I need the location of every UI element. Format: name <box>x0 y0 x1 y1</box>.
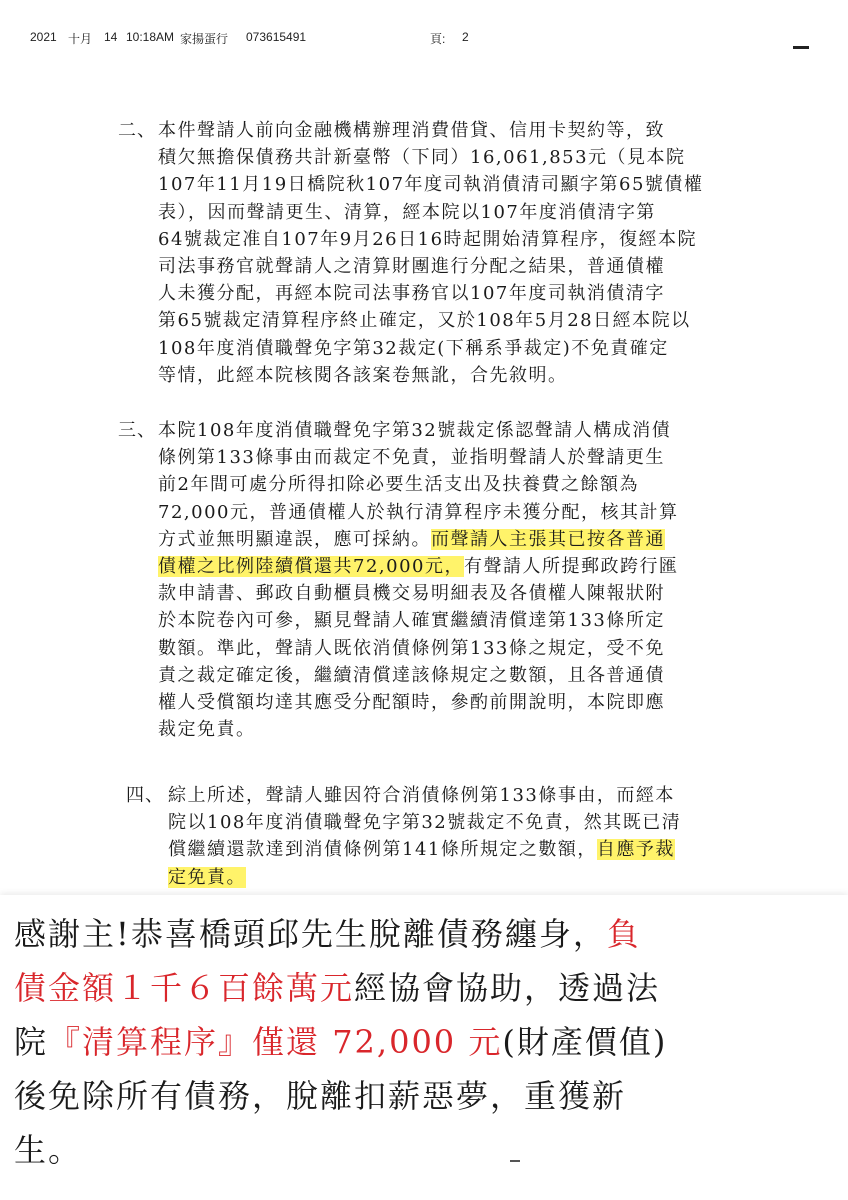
note-line <box>14 961 667 1015</box>
highlighted-text: 定免責。 <box>168 866 246 888</box>
note-red-text: 負 <box>606 915 641 953</box>
text-line: 本院108年度消債職聲免字第32號裁定係認聲請人構成消債 <box>158 420 672 441</box>
text-line: 院以108年度消債職聲免字第32號裁定不免責，然其既已清 <box>168 812 682 834</box>
note-text: (財產價值) <box>502 1023 668 1061</box>
text-line: 本件聲請人前向金融機構辦理消費借貸、信用卡契約等，致 <box>158 120 665 141</box>
text-line: 表），因而聲請更生、清算，經本院以107年度消債清字第 <box>158 201 656 223</box>
section-3-number: 三、 <box>118 420 156 441</box>
text-line: 72,000元，普通債權人於執行清算程序未獲分配，核其計算 <box>158 501 679 523</box>
section-2-paragraph <box>158 117 703 389</box>
note-red-text: 『清算程序』僅還 72,000 元 <box>48 1023 503 1061</box>
text-line: 於本院卷內可參，顯見聲請人確實繼續清償達第133條所定 <box>158 610 665 632</box>
fax-day: 14 <box>104 30 118 44</box>
fax-header <box>30 30 590 46</box>
note-line <box>14 907 667 961</box>
text-line: 第65號裁定清算程序終止確定，又於108年5月28日經本院以 <box>158 310 691 332</box>
note-line: 生。 <box>14 1131 83 1169</box>
plain-text: 有聲請人所提郵政跨行匯 <box>463 555 679 577</box>
note-text: 院 <box>14 1023 49 1061</box>
text-line: 107年11月19日橋院秋107年度司執消債清司顯字第65號債權 <box>158 174 704 196</box>
note-line <box>14 1015 667 1069</box>
fax-year: 2021 <box>30 30 57 44</box>
text-line: 司法事務官就聲請人之清算財團進行分配之結果，普通債權 <box>158 255 665 277</box>
note-text: 經協會協助，透過法 <box>354 969 661 1007</box>
text-line: 裁定免責。 <box>158 719 256 741</box>
text-line <box>168 864 681 891</box>
congratulations-note <box>14 907 667 1177</box>
note-line: 後免除所有債務，脫離扣薪惡夢，重獲新 <box>14 1077 627 1115</box>
section-3-paragraph <box>158 417 678 743</box>
text-line: 前2年間可處分所得扣除必要生活支出及扶養費之餘額為 <box>158 474 639 496</box>
text-line: 責之裁定確定後，繼續清償達該條規定之數額，且各普通債 <box>158 664 665 686</box>
text-line: 條例第133條事由而裁定不免責，並指明聲請人於聲請更生 <box>158 447 665 469</box>
text-line <box>158 526 678 553</box>
text-line: 數額。準此，聲請人既依消債條例第133條之規定，受不免 <box>158 637 665 659</box>
fax-number: 073615491 <box>246 30 307 44</box>
section-2-number: 二、 <box>118 120 156 141</box>
plain-text: 償繼續還款達到消債條例第141條所規定之數額， <box>168 839 597 861</box>
highlighted-text: 債權之比例陸續償還共72,000元， <box>158 555 464 577</box>
note-red-text: 債金額１千６百餘萬元 <box>14 969 355 1007</box>
page-number: 2 <box>462 30 469 44</box>
fax-time: 10:18AM <box>126 30 175 44</box>
text-line: 108年度消債職聲免字第32裁定(下稱系爭裁定)不免責確定 <box>158 337 669 359</box>
plain-text: 方式並無明顯違誤，應可採納。 <box>158 528 431 550</box>
highlighted-text: 自應予裁 <box>596 839 675 861</box>
fax-sender: 家揚蛋行 <box>180 32 229 46</box>
fax-month: 十月 <box>68 32 93 46</box>
text-line <box>158 553 678 580</box>
text-line: 人未獲分配，再經本院司法事務官以107年度司執消債清字 <box>158 283 665 305</box>
text-line: 等情，此經本院核閱各該案卷無訛，合先敘明。 <box>158 364 568 386</box>
text-line <box>168 836 681 863</box>
margin-dash <box>793 46 809 49</box>
text-line: 積欠無擔保債務共計新臺幣（下同）16,061,853元（見本院 <box>158 147 686 169</box>
text-line: 綜上所述，聲請人雖因符合消債條例第133條事由，而經本 <box>168 785 675 806</box>
text-line: 款申請書、郵政自動櫃員機交易明細表及各債權人陳報狀附 <box>158 583 665 605</box>
section-4-number: 四、 <box>126 785 164 806</box>
highlighted-text: 而聲請人主張其已按各普通 <box>431 528 665 550</box>
page-label: 頁: <box>430 32 446 46</box>
text-line: 64號裁定准自107年9月26日16時起開始清算程序，復經本院 <box>158 228 698 250</box>
text-line: 權人受償額均達其應受分配額時，參酌前開說明，本院即應 <box>158 691 665 713</box>
section-4-paragraph <box>168 782 681 891</box>
scan-mark <box>510 1160 520 1162</box>
note-text: 感謝主!恭喜橋頭邱先生脫離債務纏身， <box>14 915 607 953</box>
